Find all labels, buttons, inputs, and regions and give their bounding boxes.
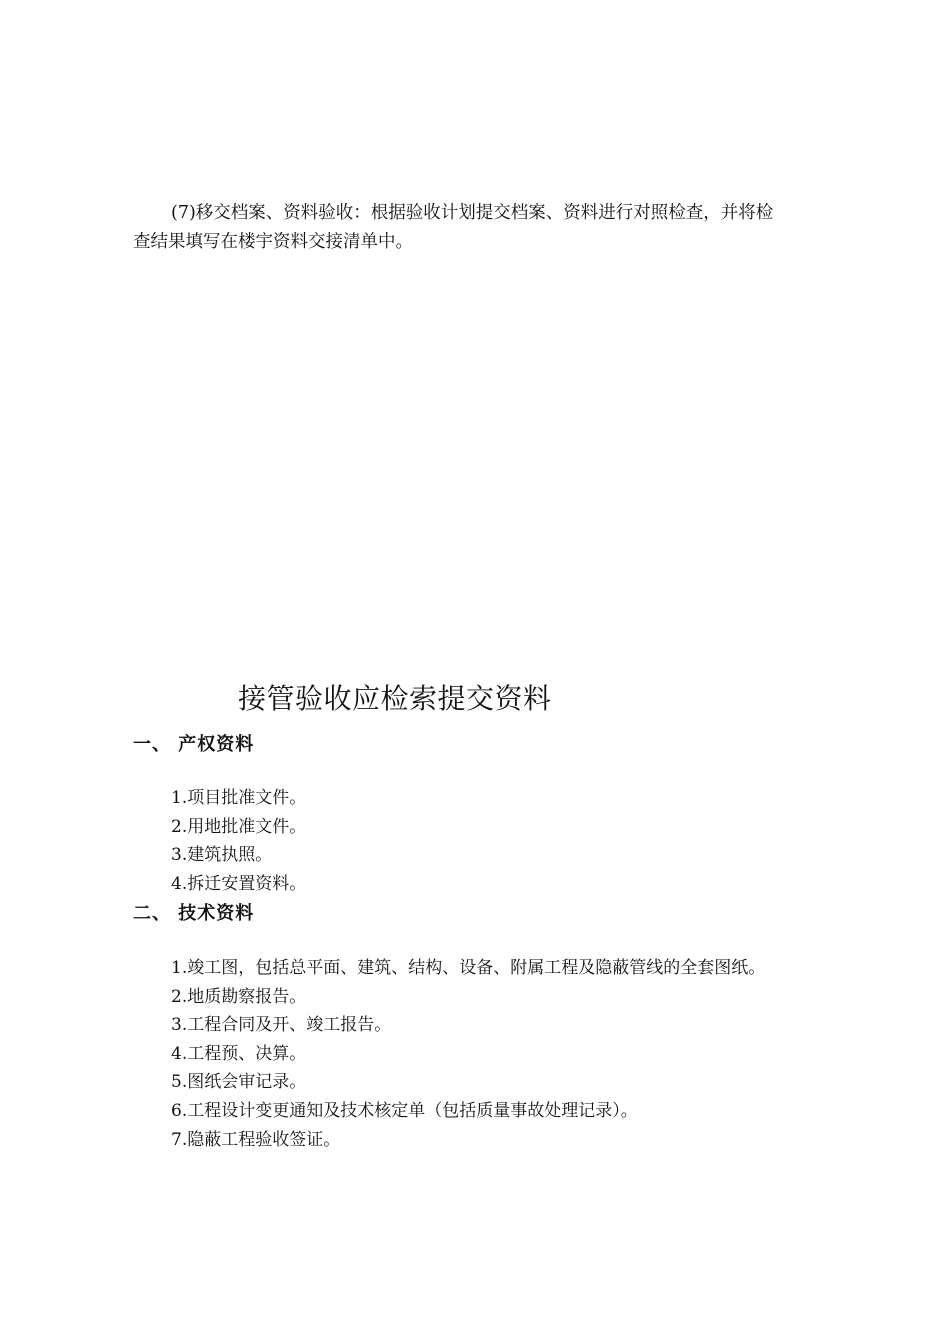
list-item: 5.图纸会审记录。 [171,1072,307,1093]
list-item: 7.隐蔽工程验收签证。 [171,1129,341,1150]
section-heading-technical: 二、 技术资料 [133,903,255,924]
list-item: 2.用地批准文件。 [171,816,307,837]
list-item: 2.地质勘察报告。 [171,986,307,1007]
intro-paragraph [133,199,833,257]
technical-documents-list [171,954,765,1154]
intro-line-2: 查结果填写在楼宇资料交接清单中。 [133,232,413,252]
list-item: 4.拆迁安置资料。 [171,873,307,894]
list-item: 3.建筑执照。 [171,845,273,866]
document-title: 接管验收应检索提交资料 [238,682,552,715]
list-item: 1.项目批准文件。 [171,788,307,808]
intro-line-1: (7)移交档案、资料验收：根据验收计划提交档案、资料进行对照检查，并将检 [171,203,774,223]
section-heading-property-rights: 一、 产权资料 [133,734,255,755]
list-item: 6.工程设计变更通知及技术核定单（包括质量事故处理记录）。 [171,1100,638,1121]
list-item: 4.工程预、决算。 [171,1043,307,1064]
list-item: 3.工程合同及开、竣工报告。 [171,1015,392,1036]
property-rights-list [171,784,306,898]
list-item: 1.竣工图，包括总平面、建筑、结构、设备、附属工程及隐蔽管线的全套图纸。 [171,958,766,978]
